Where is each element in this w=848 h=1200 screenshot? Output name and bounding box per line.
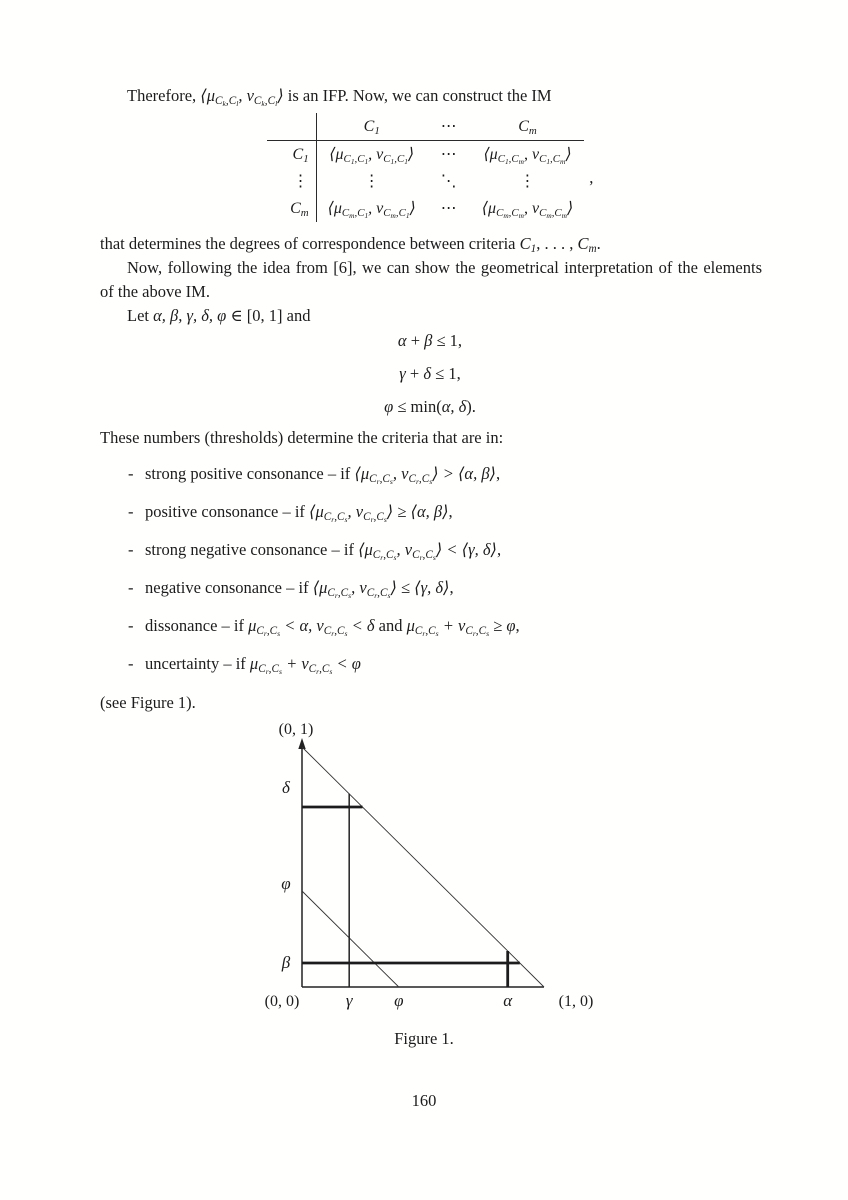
list-item	[128, 538, 768, 562]
matrix-cell: ⋮	[363, 173, 380, 190]
matrix-cell: ⋱	[440, 173, 457, 190]
list-bullet: -	[128, 616, 134, 635]
matrix-cell: $⟨\mu_{C_1,C_m}$, $\nu_{C_1,C_m}⟩$	[483, 146, 572, 167]
matrix-col-dots: ⋯	[427, 113, 471, 141]
matrix-row-label: ⋮	[267, 168, 317, 195]
matrix-row	[267, 168, 585, 195]
list-bullet: -	[128, 578, 134, 597]
fig-label-delta: δ	[282, 778, 290, 797]
figure-caption: Figure 1.	[394, 1029, 454, 1048]
paragraph-determines: that determines the degrees of correspondence between criteria $C_1$, . . . , $C_m$.	[100, 234, 601, 256]
list-item-text: positive consonance – if $⟨\mu_{C_r,C_s}$, $\nu_{C_r,C_s}⟩$ ≥ ⟨α, β⟩,	[145, 502, 453, 525]
matrix-col-header: $C_1$	[316, 113, 427, 141]
matrix-row	[267, 141, 585, 169]
paragraph-see-figure: (see Figure 1).	[100, 693, 196, 712]
fig-label-origin: (0, 0)	[264, 993, 300, 1010]
matrix-cell: $⟨\mu_{C_1,C_1}$, $\nu_{C_1,C_1}⟩$	[329, 146, 415, 167]
paragraph-now-line1: Now, following the idea from [6], we can show the geometrical interpretation of the elements	[127, 258, 762, 277]
figure-1	[0, 722, 848, 1014]
matrix-cell: ⋯	[440, 146, 457, 163]
matrix-corner-cell	[267, 113, 317, 141]
list-item	[128, 500, 768, 524]
fig-label-phi-y: φ	[281, 874, 291, 893]
list-item	[128, 576, 768, 600]
fig-label-top-vertex: (0, 1)	[278, 722, 314, 738]
list-item-text: strong negative consonance – if $⟨\mu_{C_r,C_s}$, $\nu_{C_r,C_s}⟩$ < ⟨γ, δ⟩,	[145, 540, 502, 563]
matrix-row-label: $C_m$	[267, 195, 317, 222]
paragraph-let: Let α, β, γ, δ, φ ∈ [0, 1] and	[127, 306, 311, 325]
equation-line: φ ≤ min(α, δ).	[384, 397, 476, 416]
matrix-col-header: $C_m$	[471, 113, 584, 141]
figure-1-drawing	[244, 722, 604, 1014]
matrix-header-row	[267, 113, 585, 141]
index-matrix	[100, 113, 760, 222]
fig-label-alpha: α	[503, 991, 513, 1010]
fig-label-gamma: γ	[345, 991, 353, 1010]
equation-line: γ + δ ≤ 1,	[399, 364, 461, 383]
matrix-row	[267, 195, 585, 222]
matrix-cell: ⋮	[519, 173, 536, 190]
list-item	[128, 614, 768, 638]
list-bullet: -	[128, 502, 134, 521]
matrix-trailing-comma: ,	[589, 167, 594, 187]
fig-label-right-vertex: (1, 0)	[558, 993, 594, 1010]
list-item-text: uncertainty – if $\mu_{C_r,C_s} + \nu_{C_r,C_s} < \varphi$	[145, 654, 361, 677]
list-item-text: negative consonance – if $⟨\mu_{C_r,C_s}$, $\nu_{C_r,C_s}⟩$ ≤ ⟨γ, δ⟩,	[145, 578, 454, 601]
consonance-list	[128, 462, 768, 690]
list-item-text: strong positive consonance – if $⟨\mu_{C_r,C_s}$, $\nu_{C_r,C_s}⟩$ > ⟨α, β⟩,	[145, 464, 501, 487]
fig-label-beta: β	[281, 953, 291, 972]
matrix-cell: ⋯	[440, 200, 457, 217]
index-matrix-table	[267, 113, 585, 222]
matrix-row-label: $C_1$	[267, 141, 317, 169]
list-item	[128, 652, 768, 676]
matrix-cell: $⟨\mu_{C_m,C_1}$, $\nu_{C_m,C_1}⟩$	[327, 200, 416, 221]
list-item-text: dissonance – if $\mu_{C_r,C_s} < \alpha$, $\nu_{C_r,C_s} < \delta$ and $\mu_{C_r,C_s} + \nu_{C_r,C_s} \ge \varphi$,	[145, 616, 520, 639]
list-bullet: -	[128, 540, 134, 559]
fig-phi-line	[302, 891, 399, 987]
list-item	[128, 462, 768, 486]
equation-block	[100, 329, 760, 428]
paragraph-now-line2: of the above IM.	[100, 282, 210, 301]
page-number: 160	[411, 1091, 437, 1110]
paragraph-these-numbers: These numbers (thresholds) determine the criteria that are in:	[100, 428, 504, 447]
list-bullet: -	[128, 464, 134, 483]
fig-label-phi-x: φ	[394, 991, 404, 1010]
equation-line: α + β ≤ 1,	[397, 331, 463, 350]
paragraph-therefore: Therefore, $⟨\mu_{C_k,C_l}$, $\nu_{C_k,C_l}⟩$ is an IFP. Now, we can construct the IM	[127, 86, 552, 109]
list-bullet: -	[128, 654, 134, 673]
matrix-cell: $⟨\mu_{C_m,C_m}$, $\nu_{C_m,C_m}⟩$	[481, 200, 574, 221]
